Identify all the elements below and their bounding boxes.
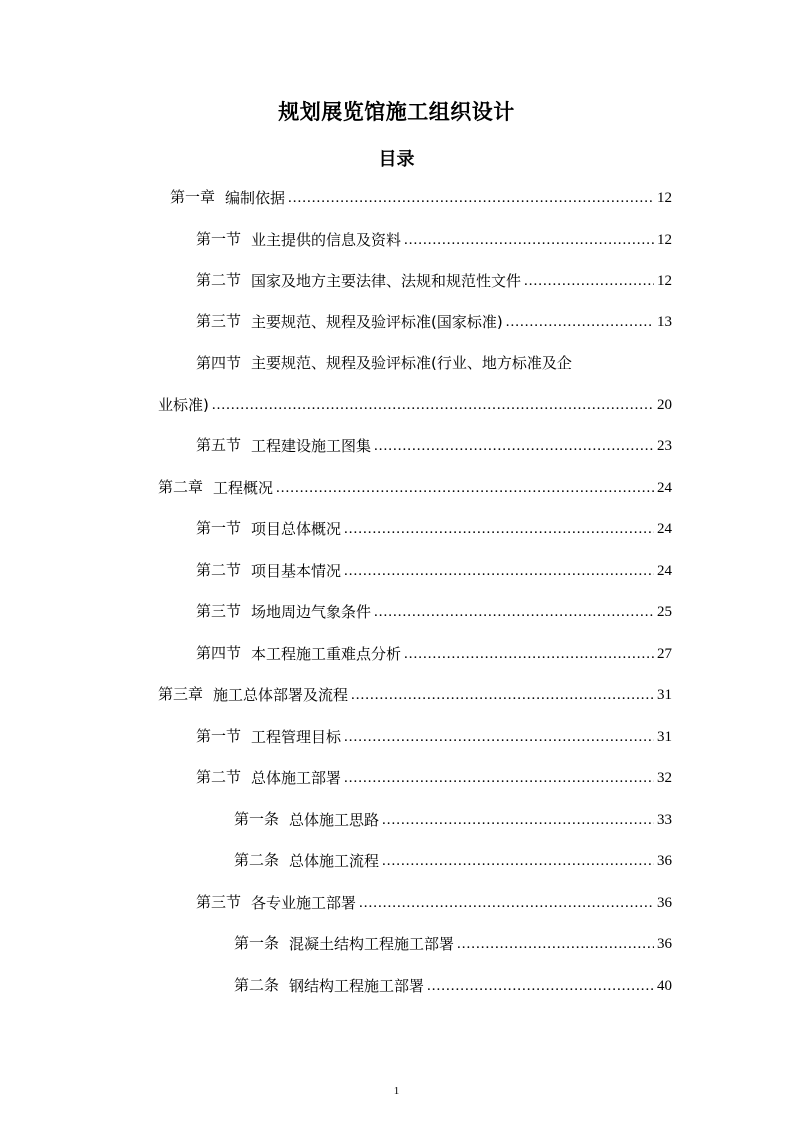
toc-entry-section[interactable]	[196, 891, 672, 915]
toc-leader-dots	[212, 393, 654, 417]
toc-leader-dots	[457, 932, 654, 956]
toc-entry-label-continuation: 业标准)	[158, 396, 209, 414]
toc-entry-section[interactable]	[196, 766, 672, 790]
toc-entry-section-wrapped[interactable]	[196, 351, 572, 376]
toc-leader-dots	[524, 269, 654, 293]
toc-entry-page: 12	[657, 190, 672, 206]
toc-entry-number: 第二节	[196, 563, 242, 579]
toc-leader-dots	[374, 434, 654, 458]
toc-entry-number: 第一节	[196, 232, 242, 248]
toc-entry-section[interactable]	[196, 310, 672, 334]
toc-entry-section[interactable]	[196, 228, 672, 252]
toc-leader-dots	[374, 600, 654, 624]
toc-entry-number: 第一条	[234, 936, 280, 952]
toc-leader-dots	[382, 808, 654, 832]
toc-entry-page: 13	[657, 314, 672, 330]
toc-entry-page: 12	[657, 232, 672, 248]
toc-entry-number: 第三节	[196, 604, 242, 620]
toc-leader-dots	[427, 974, 654, 998]
toc-entry-article[interactable]	[234, 849, 672, 873]
document-title: 规划展览馆施工组织设计	[278, 100, 515, 124]
toc-entry-label: 编制依据	[225, 189, 286, 207]
toc-entry-label: 钢结构工程施工部署	[289, 977, 425, 995]
toc-entry-label: 国家及地方主要法律、法规和规范性文件	[251, 272, 522, 290]
toc-entry-section[interactable]	[196, 269, 672, 293]
toc-leader-dots	[506, 310, 654, 334]
toc-entry-page: 12	[657, 273, 672, 289]
toc-leader-dots	[351, 683, 654, 707]
toc-entry-number: 第二条	[234, 853, 280, 869]
toc-entry-section[interactable]	[196, 725, 672, 749]
toc-entry-section[interactable]	[196, 434, 672, 458]
toc-leader-dots	[276, 476, 654, 500]
toc-leader-dots	[344, 517, 654, 541]
toc-entry-label: 各专业施工部署	[251, 894, 357, 912]
toc-entry-section[interactable]	[196, 559, 672, 583]
toc-heading: 目录	[378, 149, 415, 170]
toc-entry-label: 主要规范、规程及验评标准(国家标准)	[251, 313, 503, 331]
toc-entry-number: 第三章	[158, 687, 204, 703]
toc-entry-number: 第三节	[196, 895, 242, 911]
toc-entry-page: 36	[657, 895, 672, 911]
toc-entry-label: 混凝土结构工程施工部署	[289, 935, 455, 953]
toc-entry-section[interactable]	[196, 600, 672, 624]
toc-entry-page: 25	[657, 604, 672, 620]
toc-entry-label: 总体施工流程	[289, 852, 380, 870]
toc-entry-page: 40	[657, 978, 672, 994]
toc-entry-page: 24	[657, 521, 672, 537]
toc-entry-page: 24	[657, 480, 672, 496]
toc-leader-dots	[404, 642, 654, 666]
toc-entry-label: 工程管理目标	[251, 728, 342, 746]
toc-entry-page: 36	[657, 853, 672, 869]
toc-entry-label: 业主提供的信息及资料	[251, 231, 402, 249]
toc-entry-number: 第一条	[234, 812, 280, 828]
toc-entry-number: 第一节	[196, 521, 242, 537]
toc-entry-number: 第五节	[196, 438, 242, 454]
page-number: 1	[393, 1085, 400, 1097]
toc-entry-number: 第二节	[196, 770, 242, 786]
toc-entry-page: 20	[657, 397, 672, 413]
toc-entry-label: 施工总体部署及流程	[213, 686, 349, 704]
toc-entry-label: 工程建设施工图集	[251, 437, 372, 455]
toc-entry-label: 本工程施工重难点分析	[251, 645, 402, 663]
toc-entry-label: 总体施工部署	[251, 769, 342, 787]
toc-entry-label: 主要规范、规程及验评标准(行业、地方标准及企	[251, 354, 572, 372]
toc-leader-dots	[344, 559, 654, 583]
toc-entry-number: 第四节	[196, 646, 242, 662]
toc-leader-dots	[344, 725, 654, 749]
toc-entry-page: 32	[657, 770, 672, 786]
toc-entry-number: 第三节	[196, 314, 242, 330]
toc-entry-page: 31	[657, 729, 672, 745]
toc-leader-dots	[344, 766, 654, 790]
toc-leader-dots	[382, 849, 654, 873]
toc-entry-number: 第一章	[170, 190, 216, 206]
toc-entry-number: 第一节	[196, 729, 242, 745]
toc-leader-dots	[288, 186, 654, 210]
toc-entry-number: 第二条	[234, 978, 280, 994]
toc-entry-label: 场地周边气象条件	[251, 603, 372, 621]
toc-entry-number: 第四节	[196, 356, 242, 372]
toc-entry-section[interactable]	[196, 642, 672, 666]
toc-entry-page: 23	[657, 438, 672, 454]
toc-entry-label: 工程概况	[213, 479, 274, 497]
toc-entry-continuation[interactable]	[158, 393, 672, 417]
toc-entry-page: 24	[657, 563, 672, 579]
toc-entry-section[interactable]	[196, 517, 672, 541]
toc-entry-page: 27	[657, 646, 672, 662]
toc-entry-page: 36	[657, 936, 672, 952]
toc-entry-label: 项目基本情况	[251, 562, 342, 580]
toc-entry-number: 第二节	[196, 273, 242, 289]
toc-entry-label: 项目总体概况	[251, 520, 342, 538]
toc-leader-dots	[404, 228, 654, 252]
toc-entry-page: 33	[657, 812, 672, 828]
toc-entry-number: 第二章	[158, 480, 204, 496]
toc-entry-article[interactable]	[234, 974, 672, 998]
toc-entry-label: 总体施工思路	[289, 811, 380, 829]
toc-entry-chapter-3[interactable]	[158, 683, 672, 707]
toc-leader-dots	[359, 891, 654, 915]
toc-entry-article[interactable]	[234, 932, 672, 956]
toc-entry-article[interactable]	[234, 808, 672, 832]
toc-entry-chapter-1[interactable]	[170, 186, 672, 210]
toc-entry-page: 31	[657, 687, 672, 703]
toc-entry-chapter-2[interactable]	[158, 476, 672, 500]
